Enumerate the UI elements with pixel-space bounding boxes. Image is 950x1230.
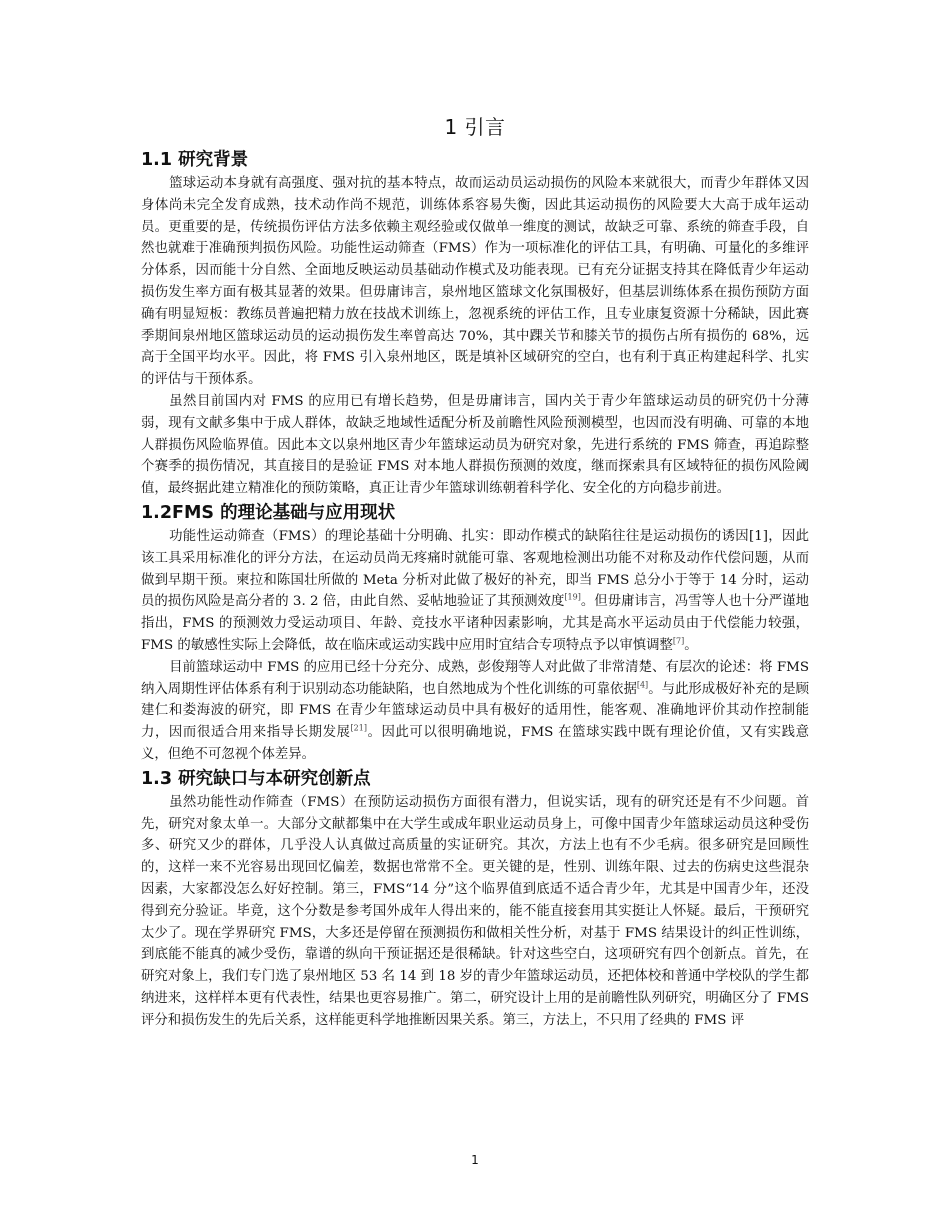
citation-marker: [19] bbox=[564, 592, 581, 602]
paragraph-text: 。但毋庸讳言，冯雪等人也十分严谨地指出，FMS 的预测效力受运动项目、年龄、竞技水平诸种因素影响，尤其是高水平运动员由于代偿能力较强，FMS 的敏感性实际上会降低，故在临床或运动实践中应用时宜结合专项特点予以审慎调整 bbox=[141, 594, 809, 653]
citation-marker: [4] bbox=[636, 680, 649, 690]
paragraph-text: 目前篮球运动中 FMS 的应用已经十分充分、成熟，彭俊翔等人对此做了非常清楚、有层次的论述：将 FMS 纳入周期性评估体系有利于识别动态功能缺陷，也自然地成为个性化训练的可靠依据 bbox=[141, 659, 809, 697]
page-body bbox=[141, 112, 809, 1031]
paragraph-text: 。与此形成极好补充的是顾建仁和娄海波的研究，即 FMS 在青少年篮球运动员中具有极好的适用性，能客观、准确地评价其动作控制能力，因而很适合用来指导长期发展 bbox=[141, 681, 810, 741]
paragraph: 虽然功能性动作筛查（FMS）在预防运动损伤方面很有潜力，但说实话，现有的研究还是有不少问题。首先，研究对象太单一。大部分文献都集中在大学生或成年职业运动员身上，可像中国青少年篮球运动员这种受伤多、研究又少的群体，几乎没人认真做过高质量的实证研究。其次，方法上也有不少毛病。很多研究是回顾性的，这样一来不光容易出现回忆偏差，数据也常常不全。更关键的是，性别、训练年限、过去的伤病史这些混杂因素，大家都没怎么好好控制。第三，FMS“14 分”这个临界值到底适不适合青少年，尤其是中国青少年，还没得到充分验证。毕竟，这个分数是参考国外成年人得出来的，能不能直接套用其实挺让人怀疑。最后，干预研究太少了。现在学界研究 FMS，大多还是停留在预测损伤和做相关性分析，对基于 FMS 结果设计的纠正性训练，到底能不能真的减少受伤，靠谱的纵向干预证据还是很稀缺。针对这些空白，这项研究有四个创新点。首先，在研究对象上，我们专门选了泉州地区 53 名 14 到 18 岁的青少年篮球运动员，还把体校和普通中学校队的学生都纳进来，这样样本更有代表性，结果也更容易推广。第二，研究设计上用的是前瞻性队列研究，明确区分了 FMS 评分和损伤发生的先后关系，这样能更科学地推断因果关系。第三，方法上，不只用了经典的 FMS 评 bbox=[141, 794, 809, 1028]
section-heading: 1.1 研究背景 bbox=[141, 150, 249, 170]
section-heading: 1.2FMS 的理论基础与应用现状 bbox=[141, 502, 396, 523]
paragraph: 篮球运动本身就有高强度、强对抗的基本特点，故而运动员运动损伤的风险本来就很大，而青少年群体又因身体尚未完全发育成熟，技术动作尚不规范，训练体系容易失衡，因此其运动损伤的风险要大大高于成年运动员。更重要的是，传统损伤评估方法多依赖主观经验或仅做单一维度的测试，故缺乏可靠、系统的筛查手段，自然也就难于准确预判损伤风险。功能性运动筛查（FMS）作为一项标准化的评估工具，有明确、可量化的多维评分体系，因而能十分自然、全面地反映运动员基础动作模式及功能表现。已有充分证据支持其在降低青少年运动损伤发生率方面有极其显著的效果。但毋庸讳言，泉州地区篮球文化氛围极好，但基层训练体系在损伤预防方面确有明显短板：教练员普遍把精力放在技战术训练上，忽视系统的评估工作，且专业康复资源十分稀缺，因此赛季期间泉州地区篮球运动员的运动损伤发生率曾高达 70%，其中踝关节和膝关节的损伤占所有损伤的 68%，远高于全国平均水平。因此，将 FMS 引入泉州地区，既是填补区域研究的空白，也有利于真正构建起科学、扎实的评估与干预体系。 bbox=[141, 176, 809, 388]
chapter-title: 1 引言 bbox=[444, 115, 506, 139]
paragraph-text: 功能性运动筛查（FMS）的理论基础十分明确、扎实：即动作模式的缺陷往往是运动损伤的诱因[1]，因此该工具采用标准化的评分方法，在运动员尚无疼痛时就能可靠、客观地检测出功能不对称及动作代偿问题，从而做到早期干预。柬拉和陈国壮所做的 Meta 分析对此做了极好的补充，即当 FMS 总分小于等于 14 分时，运动员的损伤风险是高分者的 3. 2 倍，由此自然、妥帖地验证了其预测效度 bbox=[141, 528, 809, 610]
paragraph: 虽然目前国内对 FMS 的应用已有增长趋势，但是毋庸讳言，国内关于青少年篮球运动员的研究仍十分薄弱，现有文献多集中于成人群体，故缺乏地域性适配分析及前瞻性风险预测模型，也因而没有明确、可靠的本地人群损伤风险临界值。因此本文以泉州地区青少年篮球运动员为研究对象，先进行系统的 FMS 筛查，再追踪整个赛季的损伤情况，其直接目的是验证 FMS 对本地人群损伤预测的效度，继而探索具有区域特征的损伤风险阈值，最终据此建立精准化的预防策略，真正让青少年篮球训练朝着科学化、安全化的方向稳步前进。 bbox=[141, 393, 809, 497]
citation-marker: [7] bbox=[672, 636, 685, 646]
paragraph bbox=[141, 657, 809, 766]
paragraph-text: 。因此可以很明确地说，FMS 在篮球实践中既有理论价值，又有实践意义，但绝不可忽视个体差异。 bbox=[141, 725, 809, 762]
paragraph-text: 。 bbox=[684, 637, 698, 653]
page-number: 1 bbox=[471, 1153, 479, 1167]
section-heading: 1.3 研究缺口与本研究创新点 bbox=[141, 768, 371, 789]
citation-marker: [21] bbox=[350, 723, 367, 733]
paragraph bbox=[141, 526, 809, 657]
